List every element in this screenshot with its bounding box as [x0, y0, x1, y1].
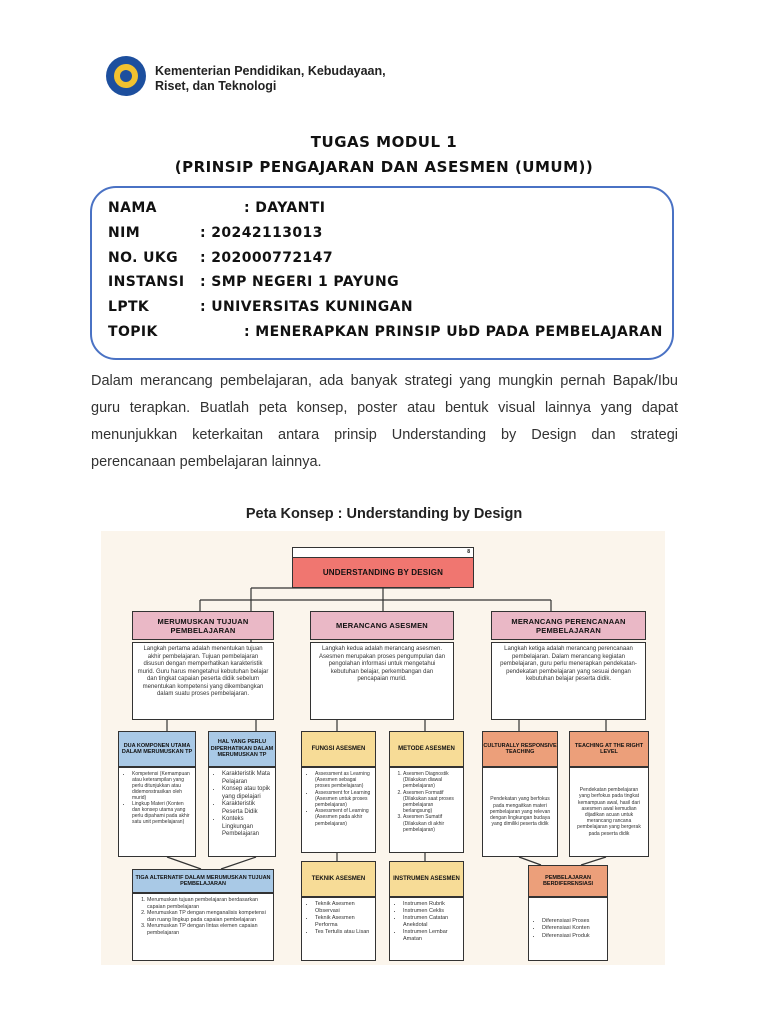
logo-emblem [114, 64, 138, 88]
list-item: • Assessment as Learning (Asesmen sebagai proses pembelajaran) [315, 771, 371, 790]
branch3-dif-list [528, 897, 608, 961]
label-nama: NAMA [108, 200, 157, 216]
list-item: • Lingkup Materi (Konten dan konsep utama yang perlu dipahami pada akhir satu unit pembelajaran) [132, 801, 191, 825]
row-no-ukg [108, 250, 333, 266]
value-no-ukg: : 202000772147 [200, 250, 333, 266]
list-item: • Instrumen Lembar Amatan [403, 929, 459, 943]
list-item: 1. Merumuskan tujuan pembelajaran berdasarkan capaian pembelajaran [147, 897, 269, 910]
instruction-paragraph: Dalam merancang pembelajaran, ada banyak strategi yang mungkin pernah Bapak/Ibu guru terapkan. Buatlah peta konsep, poster atau bentuk visual lainnya yang dapat menunjukkan keterkaitan antara prinsip Understanding by Design dan strategi perencanaan pembelajaran lainnya. [91, 373, 678, 470]
branch1-sub2-list [208, 767, 276, 857]
list-item: • Tes Tertulis atau Lisan [315, 929, 371, 936]
list-item: 3. Asesmen Sumatif (Dilakukan di akhir pembelajaran) [403, 814, 459, 833]
list-item: • Diferensiasi Proses [542, 918, 590, 926]
branch2-metode-list [389, 767, 464, 853]
list-item: 3. Merumuskan TP dengan lintas elemen capaian pembelajaran [147, 923, 269, 936]
list-item: • Instrumen Catatan Anekdotal [403, 915, 459, 929]
list-item: • Teknik Asesmen Performa [315, 915, 371, 929]
branch3-crt-desc: Pendekatan yang berfokus pada mengaitkan materi pembelajaran yang relevan dengan lingkungan budaya yang dimiliki peserta didik [482, 767, 558, 857]
value-topik: : MENERAPKAN PRINSIP UbD PADA PEMBELAJARAN [244, 324, 663, 340]
list-item: • Kompetensi (Kemampuan atau keterampilan yang perlu ditunjukkan atau didemonstrasikan oleh murid) [132, 771, 191, 801]
value-lptk: : UNIVERSITAS KUNINGAN [200, 299, 413, 315]
ministry-name [155, 64, 386, 94]
branch3-tarl-title: TEACHING AT THE RIGHT LEVEL [569, 731, 649, 767]
label-topik: TOPIK [108, 324, 158, 340]
list-item: • Teknik Asesmen Observasi [315, 901, 371, 915]
branch2-desc: Langkah kedua adalah merancang asesmen. Asesmen merupakan proses pengumpulan dan pengolahan informasi untuk mengetahui kebutuhan belajar, perkembangan dan pencapaian murid. [310, 642, 454, 720]
list-item: 2. Merumuskan TP dengan menganalisis kompetensi dan ruang lingkup pada capaian pembelajaran [147, 910, 269, 923]
list-item: • Assessment for Learning (Asesmen untuk proses pembelajaran) [315, 790, 371, 809]
branch3-tarl-desc: Pendekatan pembelajaran yang berfokus pada tingkat kemampuan awal, hasil dari asesmen awal kemudian dijadikan acuan untuk merancang rancana pembelajaran yang bergerak pada peserta didik [569, 767, 649, 857]
list-item: • Karakteristik Mata Pelajaran [222, 771, 271, 786]
concept-map-caption: Peta Konsep : Understanding by Design [245, 506, 523, 522]
root-tag-number: 8 [467, 549, 470, 555]
row-nama [108, 200, 325, 216]
branch3-dif-title: PEMBELAJARAN BERDIFERENSIASI [528, 865, 608, 897]
ministry-logo-icon [106, 56, 146, 96]
list-item: 1. Asesmen Diagnostik (Dilakukan diawal pembelajaran) [403, 771, 459, 790]
branch3-desc: Langkah ketiga adalah merancang perencanaan pembelajaran. Dalam merancang kegiatan pembelajaran, guru perlu menerapkan pendekatan-pendekatan pembelajaran yang sesuai dengan kebutuhan belajar peserta didik. [491, 642, 646, 720]
row-topik [108, 324, 663, 340]
row-nim [108, 225, 323, 241]
row-instansi [108, 274, 399, 290]
branch2-instrumen-title: INSTRUMEN ASESMEN [389, 861, 464, 897]
concept-map [101, 531, 665, 965]
list-item: • Karakteristik Peserta Didik [222, 801, 271, 816]
list-item: • Konteks Lingkungan Pembelajaran [222, 816, 271, 839]
value-nama: : DAYANTI [244, 200, 326, 216]
branch2-metode-title: METODE ASESMEN [389, 731, 464, 767]
branch2-fungsi-list [301, 767, 376, 853]
list-item: • Konsep atau topik yang dipelajari [222, 786, 271, 801]
branch1-sub1-title: DUA KOMPONEN UTAMA DALAM MERUMUSKAN TP [118, 731, 196, 767]
branch2-teknik-title: TEKNIK ASESMEN [301, 861, 376, 897]
label-lptk: LPTK [108, 299, 150, 315]
list-item: • Diferensiasi Produk [542, 933, 590, 941]
root-node: UNDERSTANDING BY DESIGN [292, 557, 474, 588]
label-nim: NIM [108, 225, 141, 241]
branch2-teknik-list [301, 897, 376, 961]
list-item: • Assessment of Learning (Asesmen pada akhir pembelajaran) [315, 808, 371, 827]
branch2-fungsi-title: FUNGSI ASESMEN [301, 731, 376, 767]
value-instansi: : SMP NEGERI 1 PAYUNG [200, 274, 400, 290]
branch1-desc: Langkah pertama adalah menentukan tujuan akhir pembelajaran. Tujuan pembelajaran disusun dengan memperhatikan karakteristik murid. Guru harus mengetahui kebutuhan belajar dan tingkat capaian peserta didik sebelum menentukan kompetensi yang dikembangkan dalam suatu proses pembelajaran. [132, 642, 274, 720]
list-item: • Instrumen Rubrik [403, 901, 459, 908]
branch1-sub1-list [118, 767, 196, 857]
row-lptk [108, 299, 413, 315]
branch2-title: MERANCANG ASESMEN [310, 611, 454, 640]
branch3-crt-title: CULTURALLY RESPONSIVE TEACHING [482, 731, 558, 767]
ministry-line1: Kementerian Pendidikan, Kebudayaan, [155, 64, 386, 78]
label-no-ukg: NO. UKG [108, 250, 179, 266]
list-item: • Diferensiasi Konten [542, 925, 590, 933]
list-item: 2. Asesmen Formatif (Dilakukan saat proses pembelajaran berlangsung) [403, 790, 459, 815]
doc-title: TUGAS MODUL 1 [310, 133, 458, 151]
list-item: • Instrumen Ceklis [403, 908, 459, 915]
branch1-sub3-list [132, 893, 274, 961]
branch1-sub2-title: HAL YANG PERLU DIPERHATIKAN DALAM MERUMUSKAN TP [208, 731, 276, 767]
branch1-sub3-title: TIGA ALTERNATIF DALAM MERUMUSKAN TUJUAN PEMBELAJARAN [132, 869, 274, 893]
branch2-instrumen-list [389, 897, 464, 961]
branch3-title: MERANCANG PERENCANAAN PEMBELAJARAN [491, 611, 646, 640]
label-instansi: INSTANSI [108, 274, 185, 290]
branch1-title: MERUMUSKAN TUJUAN PEMBELAJARAN [132, 611, 274, 640]
ministry-line2: Riset, dan Teknologi [155, 79, 277, 93]
doc-subtitle: (PRINSIP PENGAJARAN DAN ASESMEN (UMUM)) [174, 158, 594, 176]
value-nim: : 20242113013 [200, 225, 323, 241]
